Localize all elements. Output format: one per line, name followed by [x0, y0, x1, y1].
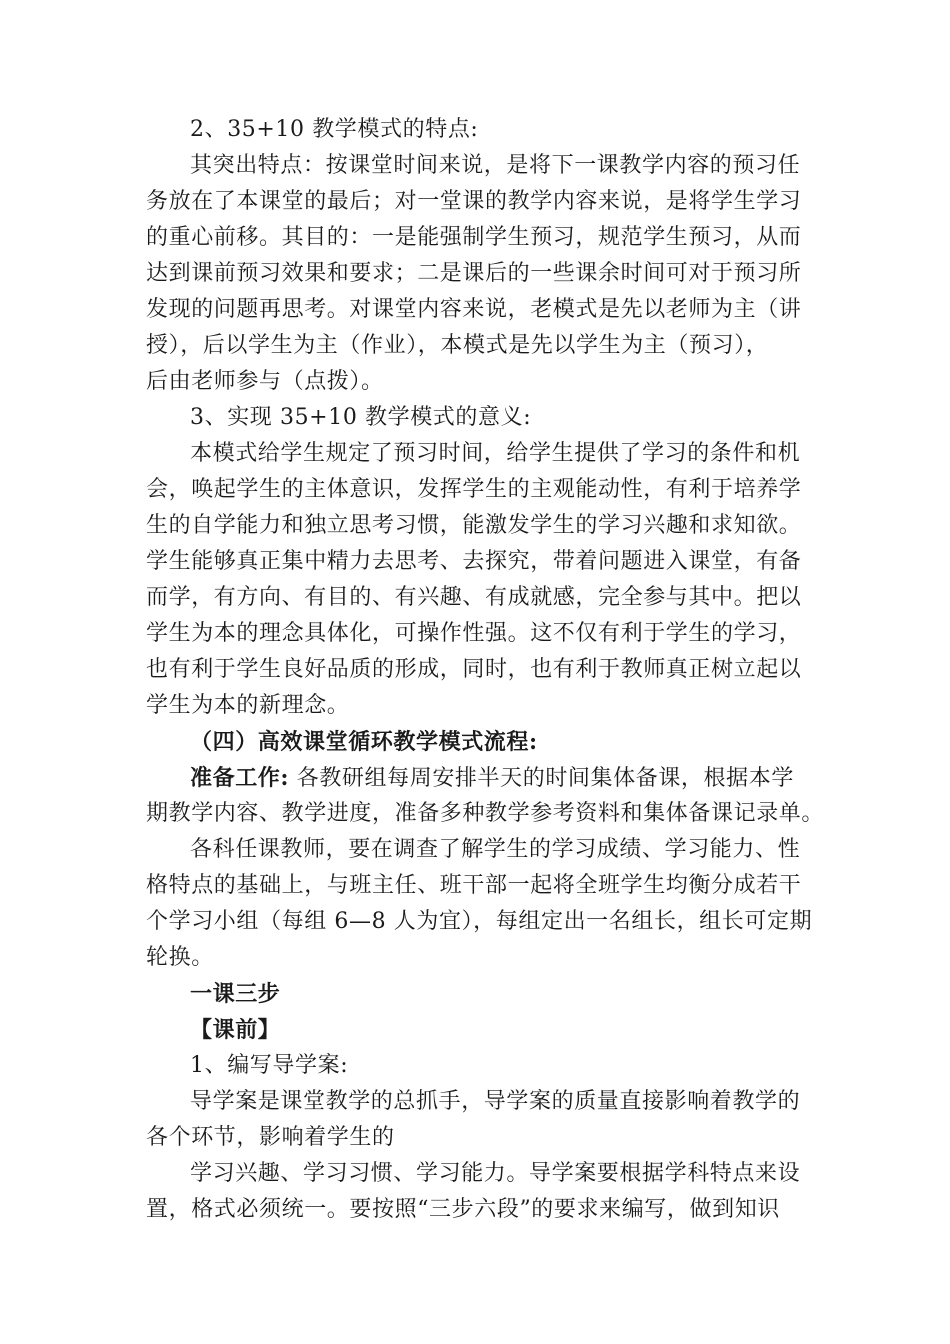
paragraph-line: 学生能够真正集中精力去思考、去探究，带着问题进入课堂，有备 [146, 549, 802, 574]
paragraph-line: 导学案是课堂教学的总抓手，导学案的质量直接影响着教学的 [190, 1089, 801, 1114]
paragraph-line: 置，格式必须统一。要按照“三步六段”的要求来编写，做到知识 [146, 1197, 780, 1222]
section-heading-four: （四）高效课堂循环教学模式流程: [190, 729, 538, 755]
paragraph-line: 后由老师参与（点拨）。 [146, 369, 384, 394]
preparation-line [146, 760, 806, 796]
paragraph-line: 学生为本的新理念。 [146, 693, 350, 718]
paragraph-line: 会，唤起学生的主体意识，发挥学生的主观能动性，有利于培养学 [146, 477, 802, 502]
paragraph-line: 其突出特点：按课堂时间来说，是将下一课教学内容的预习任 [190, 153, 801, 178]
heading-one-lesson-three-steps: 一课三步 [190, 981, 281, 1007]
heading-characteristics: 2、35+10 教学模式的特点: [190, 117, 479, 142]
preparation-text: 各教研组每周安排半天的时间集体备课，根据本学 [289, 766, 794, 791]
paragraph-line: 轮换。 [146, 945, 214, 970]
paragraph-line: 的重心前移。其目的：一是能强制学生预习，规范学生预习，从而 [146, 225, 802, 250]
heading-before-class: 【课前】 [190, 1017, 281, 1043]
document-body [146, 112, 825, 1228]
paragraph-line: 期教学内容、教学进度，准备多种教学参考资料和集体备课记录单。 [146, 801, 825, 826]
heading-write-guide: 1、编写导学案: [190, 1053, 349, 1078]
paragraph-line: 务放在了本课堂的最后；对一堂课的教学内容来说，是将学生学习 [146, 189, 802, 214]
preparation-label: 准备工作: [190, 765, 290, 791]
heading-significance: 3、实现 35+10 教学模式的意义: [190, 405, 532, 430]
paragraph-line: 各个环节，影响着学生的 [146, 1125, 395, 1150]
paragraph-line: 本模式给学生规定了预习时间，给学生提供了学习的条件和机 [190, 441, 801, 466]
paragraph-line: 达到课前预习效果和要求；二是课后的一些课余时间可对于预习所 [146, 261, 802, 286]
paragraph-line: 发现的问题再思考。对课堂内容来说，老模式是先以老师为主（讲 [146, 297, 802, 322]
paragraph-line: 学习兴趣、学习习惯、学习能力。导学案要根据学科特点来设 [190, 1161, 801, 1186]
paragraph-line: 而学，有方向、有目的、有兴趣、有成就感，完全参与其中。把以 [146, 585, 802, 610]
paragraph-line: 学生为本的理念具体化，可操作性强。这不仅有利于学生的学习， [146, 621, 802, 646]
paragraph-line: 授），后以学生为主（作业），本模式是先以学生为主（预习）， [146, 333, 769, 358]
paragraph-line: 生的自学能力和独立思考习惯，能激发学生的学习兴趣和求知欲。 [146, 513, 802, 538]
paragraph-line: 格特点的基础上，与班主任、班干部一起将全班学生均衡分成若干 [146, 873, 802, 898]
paragraph-line: 也有利于学生良好品质的形成，同时，也有利于教师真正树立起以 [146, 657, 802, 682]
paragraph-line: 各科任课教师，要在调查了解学生的学习成绩、学习能力、性 [190, 837, 801, 862]
paragraph-line: 个学习小组（每组 6—8 人为宜），每组定出一名组长，组长可定期 [146, 909, 813, 934]
